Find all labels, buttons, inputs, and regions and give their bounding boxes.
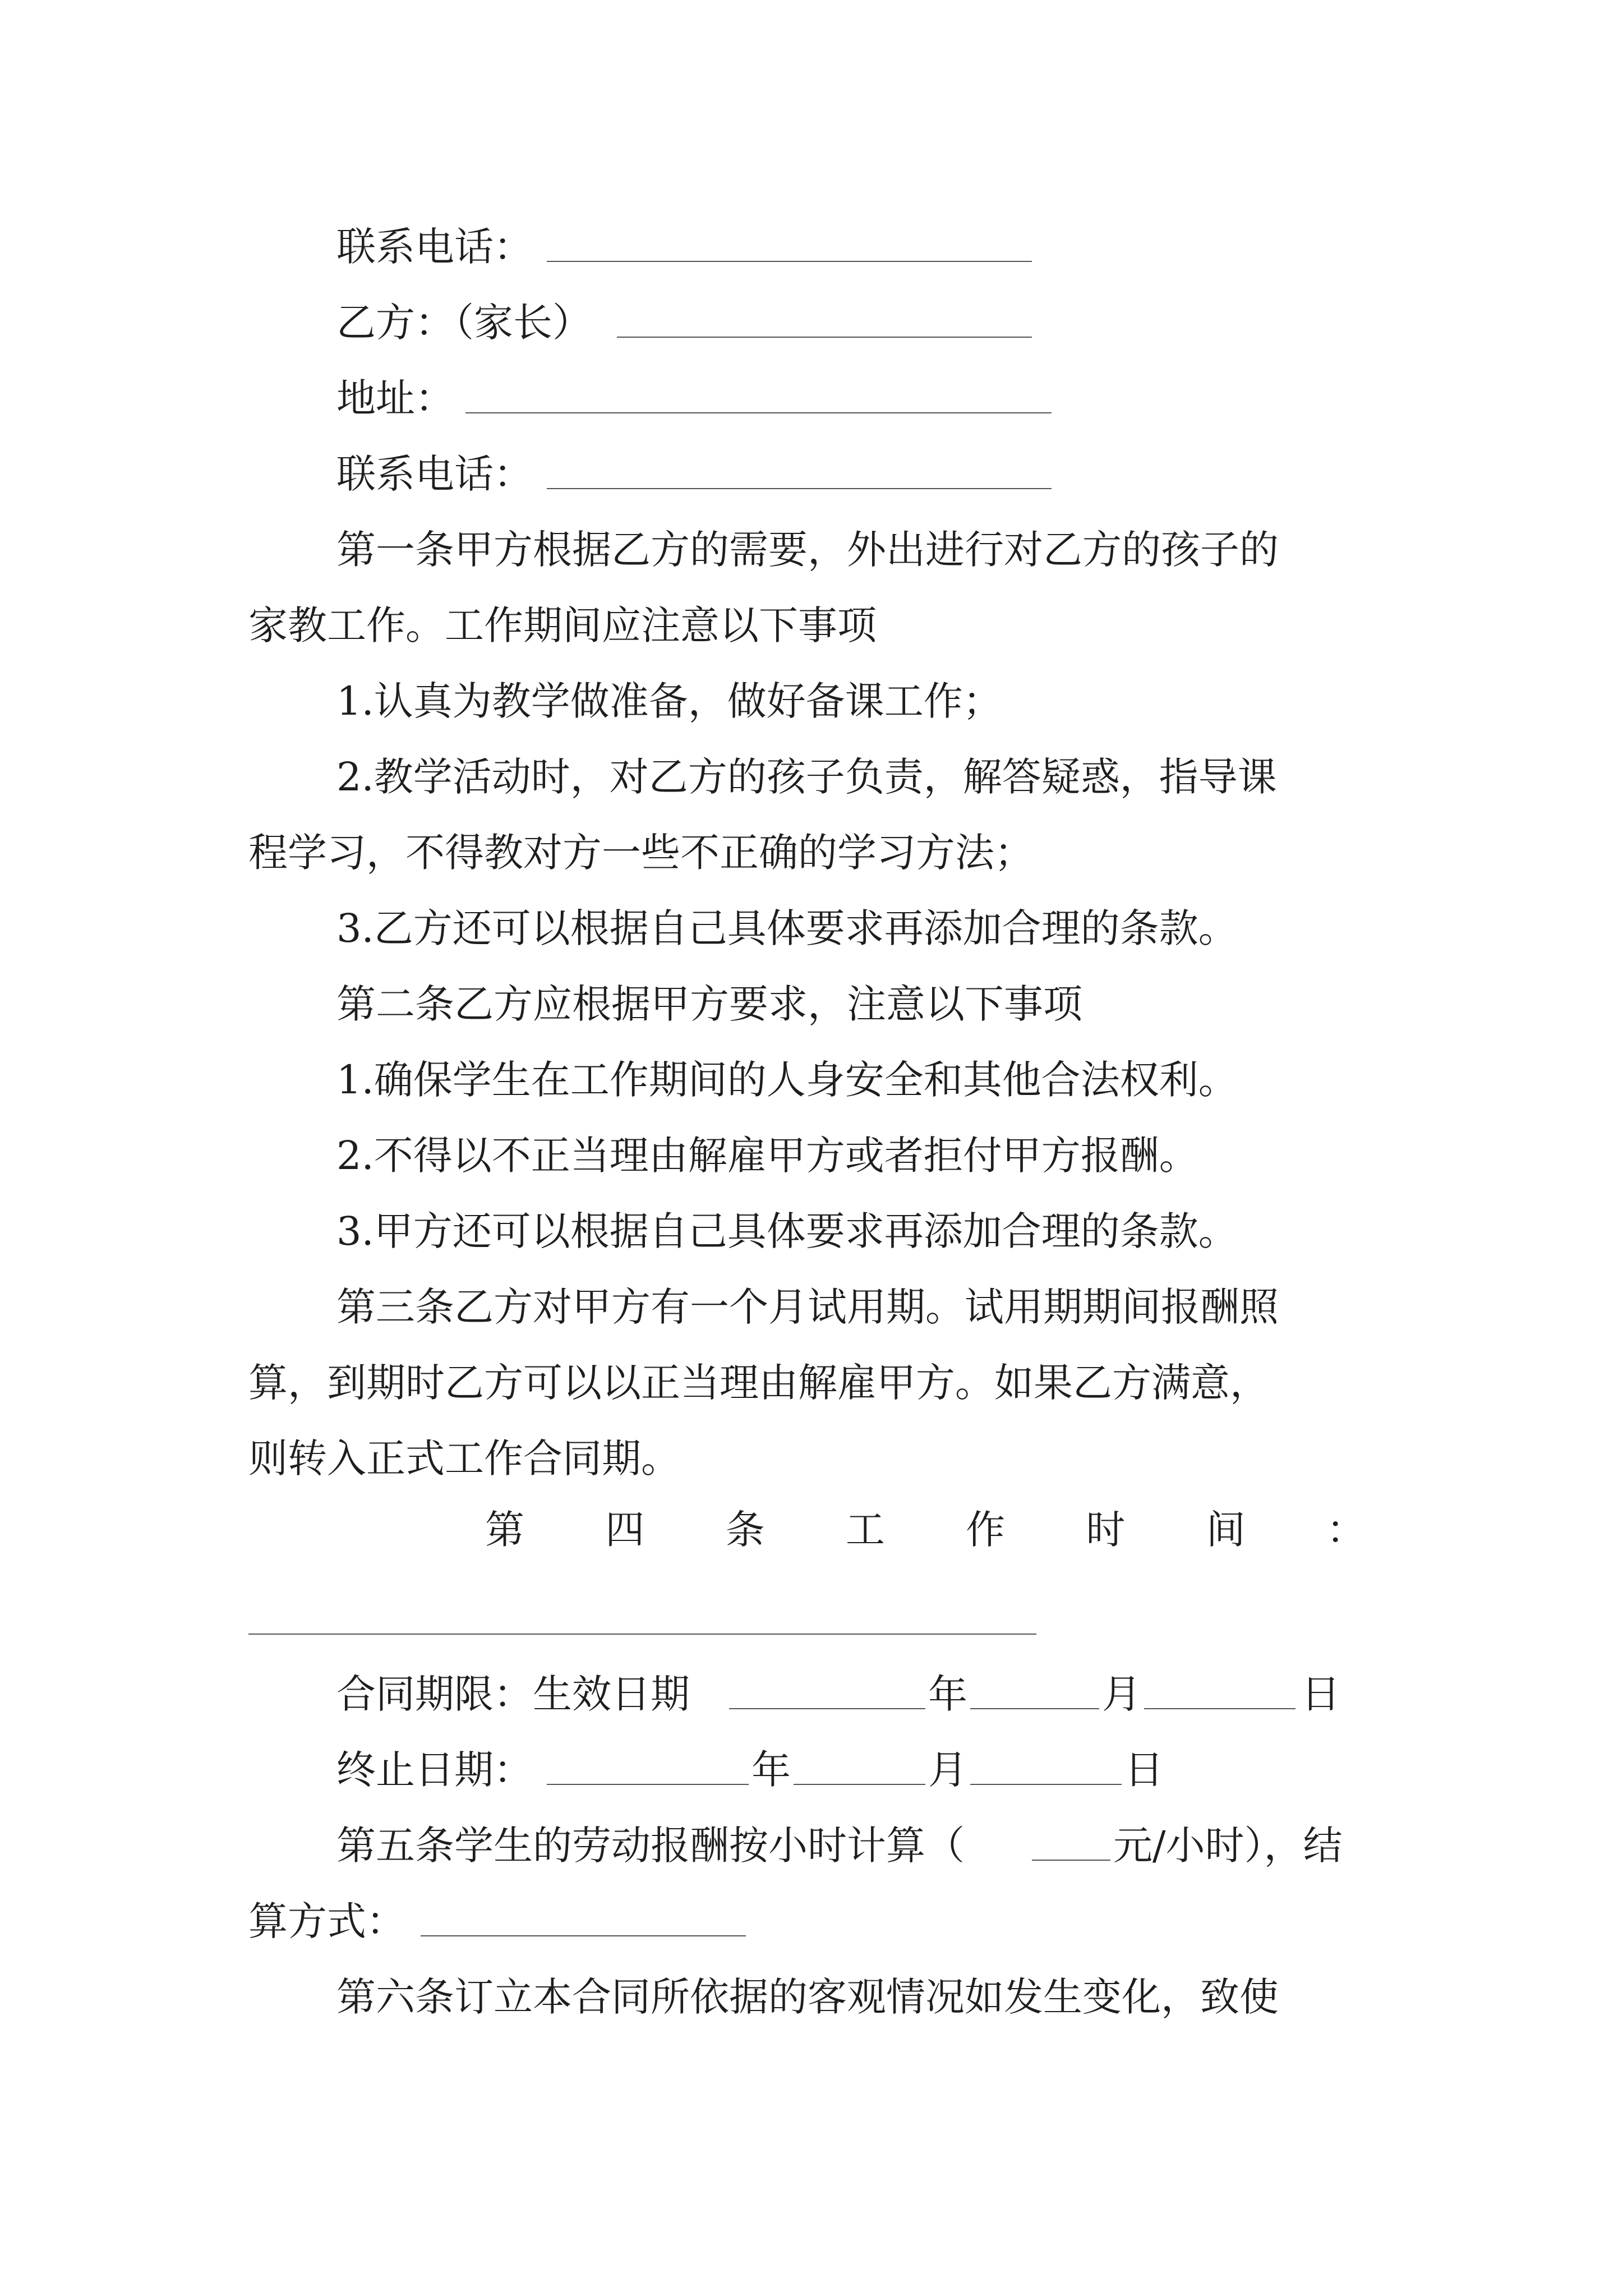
article1-line1: 第一条甲方根据乙方的需要，外出进行对乙方的孩子的 — [336, 527, 1279, 573]
article1-item3: 3.乙方还可以根据自己具体要求再添加合理的条款。 — [336, 905, 1238, 951]
term-start-month-field — [970, 1708, 1099, 1709]
article5-line2-label: 算方式： — [248, 1898, 405, 1944]
term-start-year-label: 年 — [928, 1671, 967, 1717]
article5-line1-suffix: 元/小时），结 — [1113, 1823, 1343, 1869]
hourly-rate-field — [1032, 1860, 1110, 1861]
term-start-label: 合同期限：生效日期 — [336, 1671, 690, 1717]
term-end-year-field — [547, 1784, 749, 1785]
article3-line1: 第三条乙方对甲方有一个月试用期。试用期期间报酬照 — [336, 1284, 1279, 1330]
article5-line1-prefix: 第五条学生的劳动报酬按小时计算（ — [336, 1823, 965, 1869]
term-end-day-label: 日 — [1124, 1747, 1164, 1793]
party-b-field — [617, 337, 1032, 338]
article4-char: 四 — [605, 1507, 645, 1553]
party-b-label: 乙方：（家长） — [336, 300, 592, 346]
article4-char: 间 — [1206, 1507, 1246, 1553]
article4-char: ： — [1326, 1507, 1366, 1553]
article2-heading: 第二条乙方应根据甲方要求，注意以下事项 — [336, 981, 1082, 1027]
address-label: 地址： — [336, 375, 454, 421]
article2-item3: 3.甲方还可以根据自己具体要求再添加合理的条款。 — [336, 1208, 1238, 1254]
contact-phone-label-2: 联系电话： — [336, 451, 533, 497]
article4-char: 条 — [725, 1507, 765, 1553]
article3-line3: 则转入正式工作合同期。 — [248, 1435, 680, 1481]
article6-line1: 第六条订立本合同所依据的客观情况如发生变化，致使 — [336, 1974, 1279, 2020]
article3-line2: 算，到期时乙方可以以正当理由解雇甲方。如果乙方满意， — [248, 1360, 1269, 1406]
article2-item2: 2.不得以不正当理由解雇甲方或者拒付甲方报酬。 — [336, 1133, 1198, 1179]
article1-line2: 家教工作。工作期间应注意以下事项 — [248, 602, 877, 648]
article4-char: 作 — [966, 1507, 1006, 1553]
article1-item1: 1.认真为教学做准备，做好备课工作； — [336, 678, 1002, 724]
term-start-year-field — [729, 1708, 925, 1709]
work-time-field — [248, 1634, 1036, 1635]
contact-phone-field-1 — [547, 261, 1032, 262]
term-start-month-label: 月 — [1102, 1671, 1141, 1717]
term-end-month-label: 月 — [928, 1747, 967, 1793]
term-start-day-label: 日 — [1301, 1671, 1340, 1717]
contact-phone-field-2 — [547, 488, 1052, 489]
article4-char: 时 — [1086, 1507, 1126, 1553]
article1-item2-line2: 程学习，不得教对方一些不正确的学习方法； — [248, 830, 1034, 876]
article4-char: 工 — [845, 1507, 885, 1553]
article4-char: 第 — [485, 1507, 524, 1553]
contact-phone-label-1: 联系电话： — [336, 224, 533, 270]
settlement-method-field — [421, 1935, 746, 1936]
term-end-month-field — [794, 1784, 925, 1785]
article2-item1: 1.确保学生在工作期间的人身安全和其他合法权利。 — [336, 1057, 1238, 1103]
article4-heading — [485, 1507, 1366, 1553]
article1-item2-line1: 2.教学活动时，对乙方的孩子负责，解答疑惑，指导课 — [336, 754, 1277, 800]
term-end-year-label: 年 — [751, 1747, 791, 1793]
address-field — [465, 412, 1052, 413]
term-end-day-field — [970, 1784, 1122, 1785]
term-start-day-field — [1144, 1708, 1295, 1709]
term-end-label: 终止日期： — [336, 1747, 533, 1793]
